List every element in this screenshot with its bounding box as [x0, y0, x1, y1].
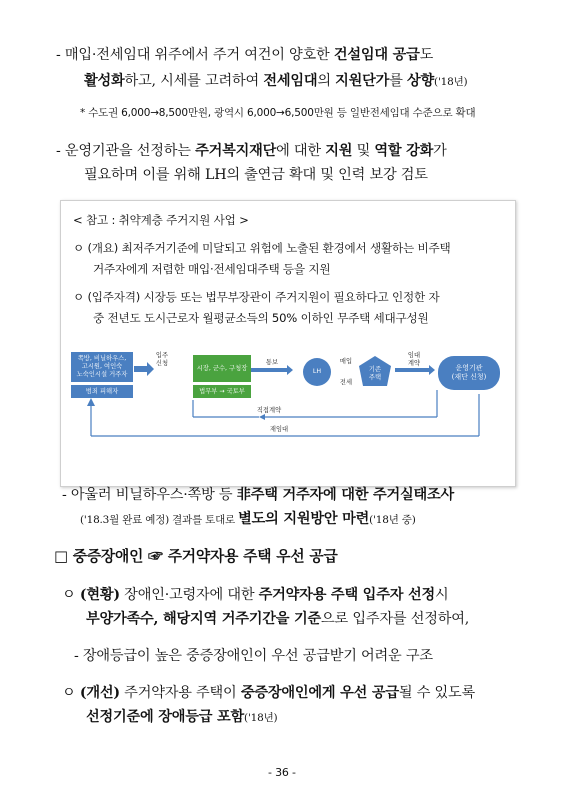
box-crime-victims: 범죄 피해자	[71, 385, 133, 398]
label-purchase: 매입	[339, 358, 353, 365]
reference-box	[60, 200, 516, 487]
box-local-govt: 시장, 군수, 구청장	[193, 355, 251, 382]
page-number: - 36 -	[268, 766, 296, 779]
para-operator-line1	[56, 140, 447, 160]
box-operator: 운영기관 (재단 신청)	[438, 356, 500, 390]
para-survey-line1	[62, 484, 454, 504]
text: 시	[434, 587, 449, 603]
text: 될 수 있도록	[398, 685, 476, 701]
flow-diagram	[65, 334, 509, 444]
box-ministry: 법무부 → 국토부	[193, 385, 251, 398]
para-survey-line2	[80, 508, 416, 528]
para-status-line2	[86, 608, 469, 628]
para-rental-line2	[84, 70, 467, 90]
label-existing-housing: 기존 주택	[368, 366, 382, 381]
bold-text: 지원	[325, 143, 353, 159]
bold-text: 전세임대	[263, 73, 318, 89]
reference-overview-line1: ㅇ (개요) 최저주거기준에 미달되고 위험에 노출된 환경에서 생활하는 비주택	[73, 241, 451, 255]
reference-title: < 참고 : 취약계층 주거지원 사업 >	[73, 213, 249, 227]
bold-text: 지원단가	[335, 73, 390, 89]
para-status-line1	[62, 584, 448, 604]
text: 를	[389, 73, 408, 89]
text: 및	[352, 143, 375, 159]
para-structure-dash: - 장애등급이 높은 중증장애인이 우선 공급받기 어려운 구조	[74, 648, 433, 664]
label-apply: 입주 신청	[155, 352, 169, 367]
text: ('18년)	[434, 76, 468, 88]
bold-text: 역할 강화	[374, 143, 434, 159]
text: - 매입·전세임대 위주에서 주거 여건이 양호한	[56, 47, 334, 63]
text: ('18년)	[244, 712, 278, 724]
text: 장애인·고령자에 대한	[119, 587, 259, 603]
text: 주거약자용 주택이	[119, 685, 241, 701]
label-jeonse: 전세	[339, 379, 353, 386]
bold-text: 주거약자용 주택 입주자 선정	[258, 587, 435, 603]
text: 가	[433, 143, 447, 159]
label-sublease: 재임대	[269, 426, 289, 433]
para-operator-line2: 필요하며 이를 위해 LH의 출연금 확대 및 인력 보강 검토	[84, 167, 428, 183]
label-lease-contract: 임대 계약	[407, 352, 421, 367]
bold-text: (현황)	[79, 587, 120, 603]
text: 의	[317, 73, 336, 89]
label-notify: 통보	[265, 359, 279, 366]
text: - 운영기관을 선정하는	[56, 143, 196, 159]
text: ('18.3월 완료 예정) 결과를 토대로	[80, 514, 239, 526]
bold-text: 선정기준에 장애등급 포함	[86, 709, 245, 725]
bold-text: 非주택 거주자에 대한 주거실태조사	[236, 487, 454, 503]
text: 으로 입주자를 선정하여,	[321, 611, 470, 627]
text: ㅇ	[62, 685, 80, 701]
text: 도	[419, 47, 434, 63]
text: ('18년 중)	[369, 514, 416, 526]
bold-text: 주거복지재단	[195, 143, 277, 159]
label-direct-contract: 직접계약	[256, 407, 282, 414]
label-lh: LH	[312, 368, 322, 375]
bold-text: (개선)	[79, 685, 120, 701]
text: 하고, 시세를 고려하여	[124, 73, 264, 89]
box-residents: 쪽방, 비닐하우스, 고시원, 여인숙 노숙인시설 거주자	[71, 352, 133, 382]
bold-text: 별도의 지원방안 마련	[238, 511, 370, 527]
text: ㅇ	[62, 587, 80, 603]
section-heading-disabled: □ 중증장애인 ☞ 주거약자용 주택 우선 공급	[54, 548, 338, 565]
bold-text: 부양가족수, 해당지역 거주기간을 기준	[86, 611, 322, 627]
reference-eligibility-line2: 중 전년도 도시근로자 월평균소득의 50% 이하인 무주택 세대구성원	[93, 311, 429, 325]
para-rental-line1	[56, 44, 433, 64]
bold-text: 건설임대 공급	[333, 47, 420, 63]
para-improve-line1	[62, 682, 475, 702]
footnote-support-amount: * 수도권 6,000→8,500만원, 광역시 6,000→6,500만원 등 일반전세임대 수준으로 확대	[80, 107, 476, 119]
reference-eligibility-line1: ㅇ (입주자격) 시장등 또는 법무부장관이 주거지원이 필요하다고 인정한 자	[73, 290, 440, 304]
bold-text: 활성화	[84, 73, 125, 89]
bold-text: 상향	[407, 73, 435, 89]
reference-overview-line2: 거주자에게 저렴한 매입·전세임대주택 등을 지원	[93, 262, 331, 276]
text: 에 대한	[276, 143, 326, 159]
para-improve-line2	[86, 706, 277, 726]
bold-text: 중증장애인에게 우선 공급	[240, 685, 399, 701]
text: - 아울러 비닐하우스·쪽방 등	[62, 487, 237, 503]
